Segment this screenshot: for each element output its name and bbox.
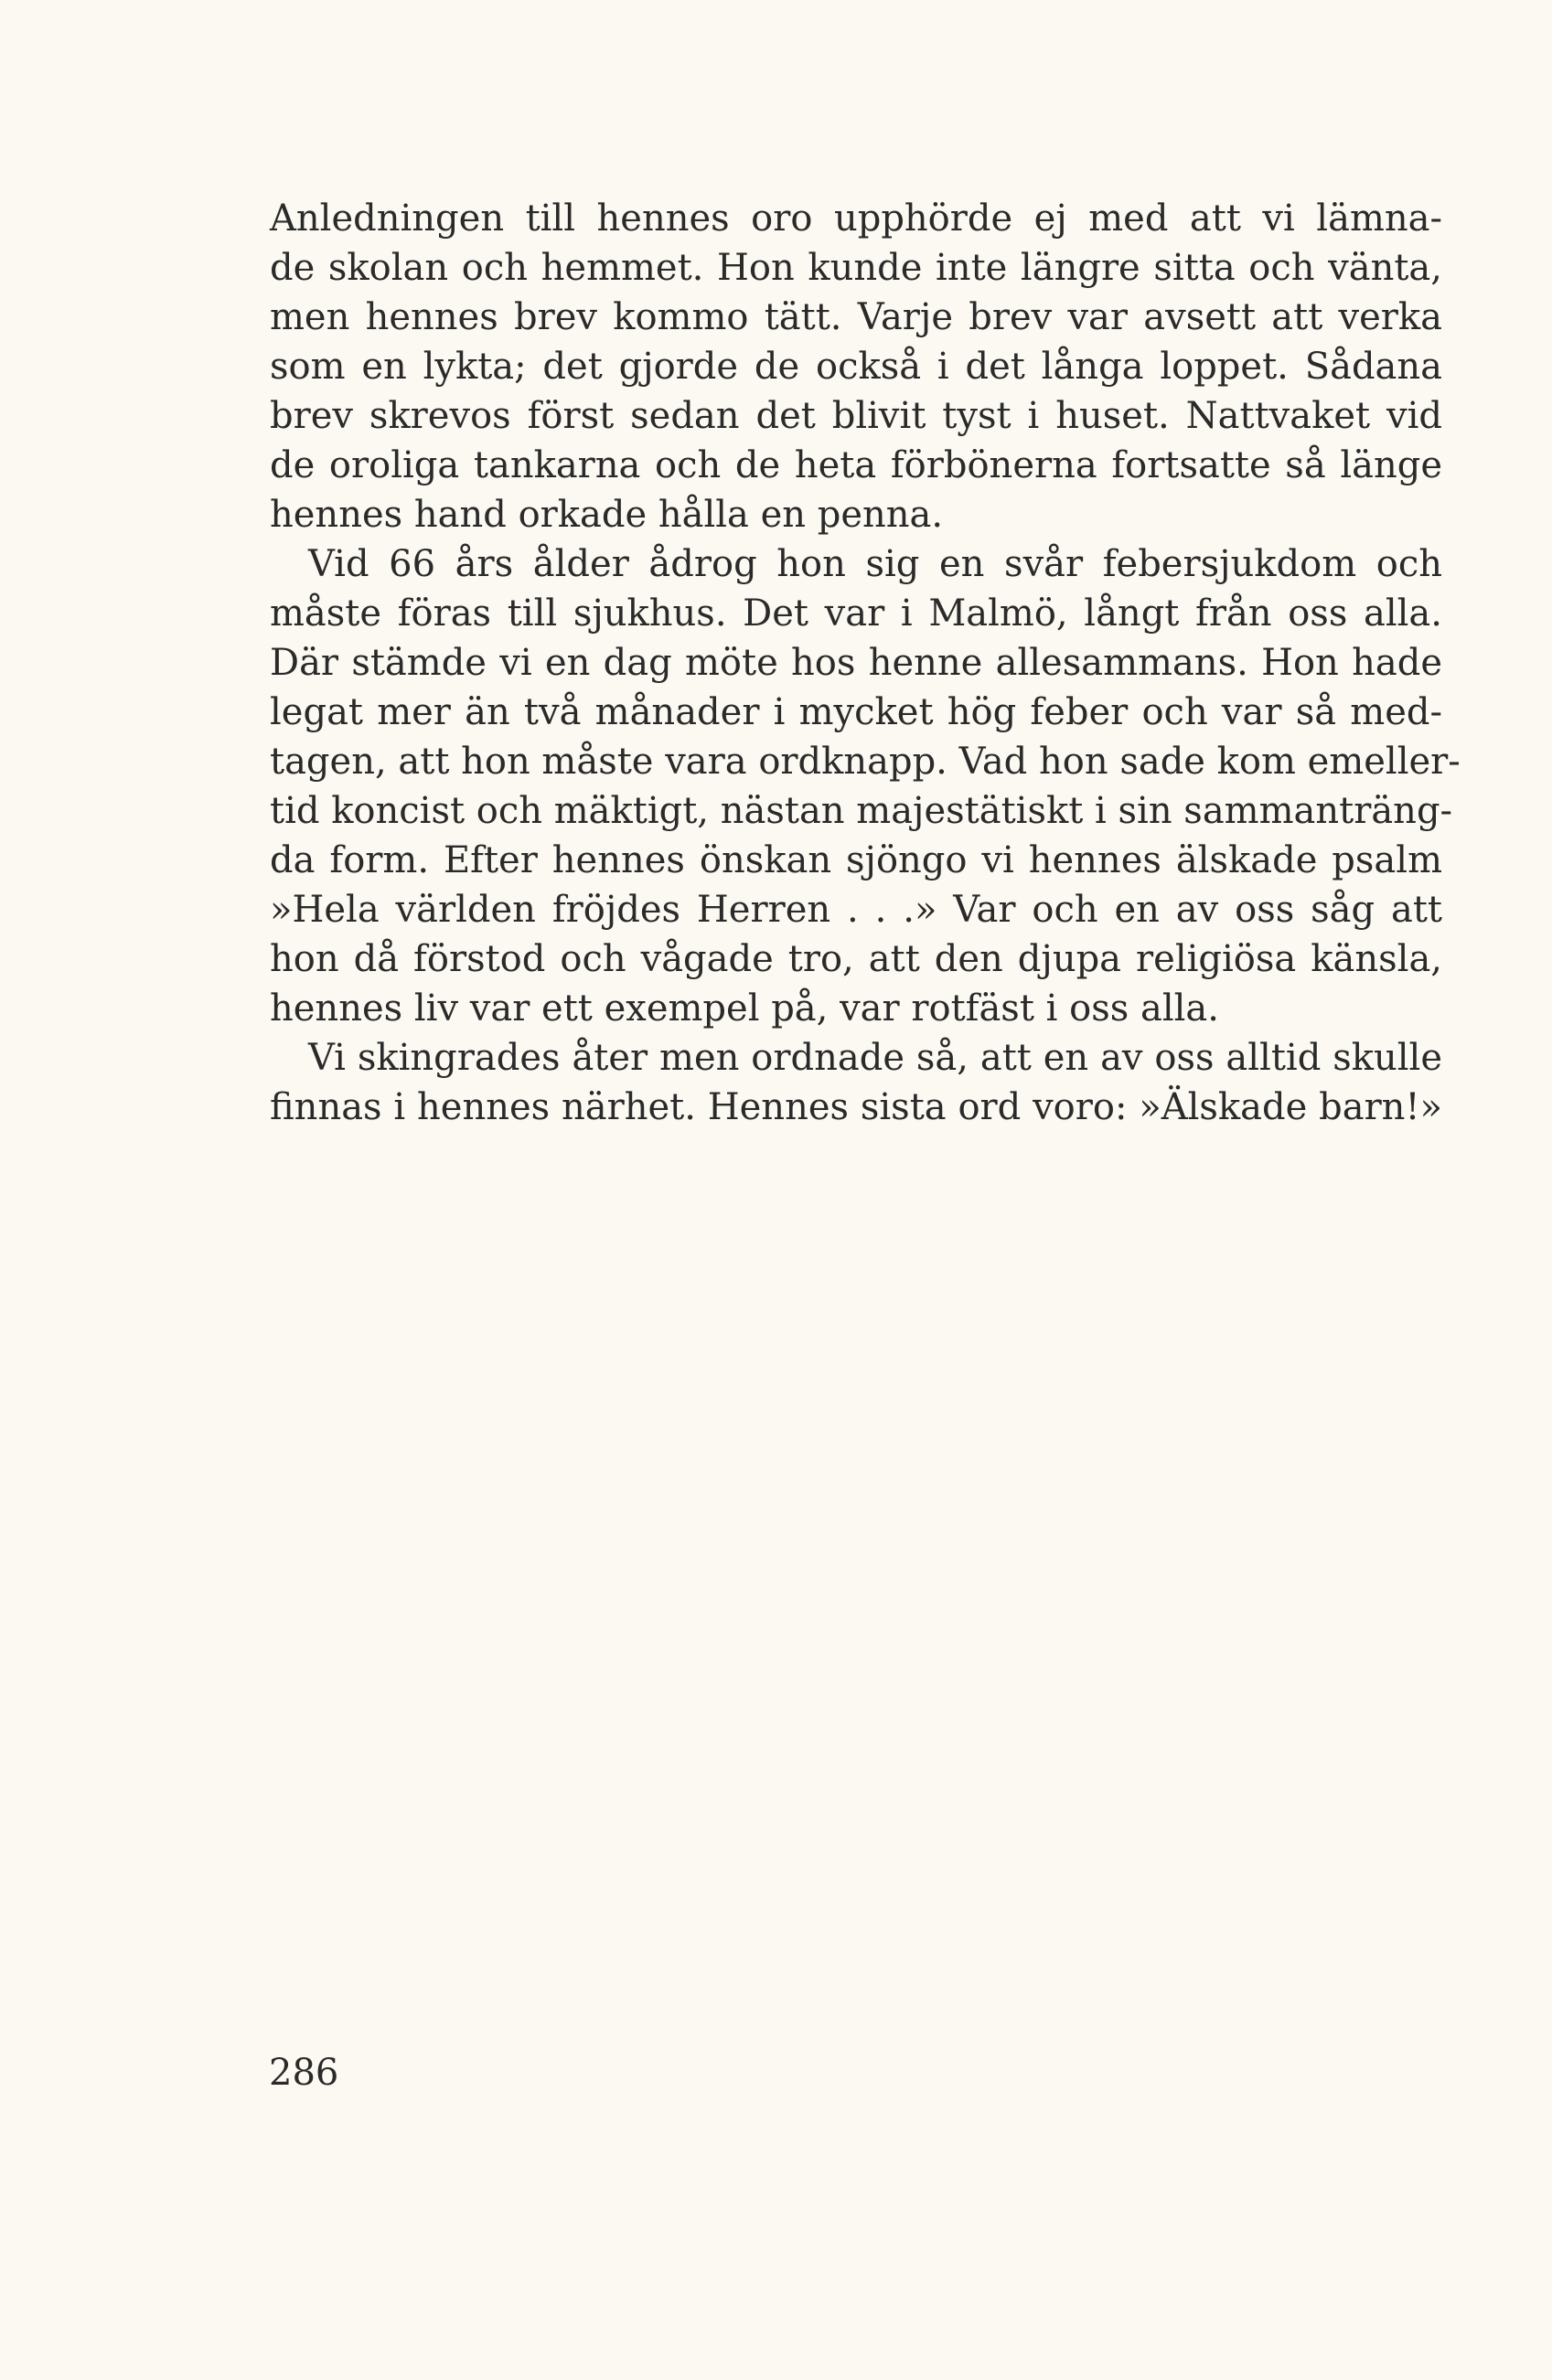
page-number: 286 (269, 2052, 339, 2094)
paragraph-2 (270, 539, 1461, 1033)
text-line: som en lykta; det gjorde de också i det långa loppet. Sådana (270, 346, 1442, 388)
text-line: hon då förstod och vågade tro, att den djupa religiösa känsla, (270, 938, 1442, 980)
text-line: finnas i hennes närhet. Hennes sista ord voro: »Älskade barn!» (270, 1086, 1442, 1128)
paragraph-3 (270, 1033, 1442, 1132)
text-line: »Hela världen fröjdes Herren . . .» Var och en av oss såg att (270, 889, 1442, 931)
text-line: Anledningen till hennes oro upphörde ej med att vi lämna- (270, 197, 1442, 240)
text-line: legat mer än två månader i mycket hög feber och var så med- (270, 691, 1442, 733)
text-line: brev skrevos först sedan det blivit tyst i huset. Nattvaket vid (270, 395, 1442, 437)
text-line: tid koncist och mäktigt, nästan majestätiskt i sin sammanträng- (270, 790, 1453, 832)
text-line: Där stämde vi en dag möte hos henne allesammans. Hon hade (270, 642, 1442, 684)
paragraph-1 (270, 194, 1442, 539)
text-line: tagen, att hon måste vara ordknapp. Vad hon sade kom emeller- (270, 741, 1461, 783)
text-line: hennes hand orkade hålla en penna. (270, 494, 944, 536)
text-line: Vid 66 års ålder ådrog hon sig en svår febersjukdom och (308, 543, 1442, 585)
text-line: Vi skingrades åter men ordnade så, att en av oss alltid skulle (308, 1037, 1442, 1079)
text-line: hennes liv var ett exempel på, var rotfäst i oss alla. (270, 987, 1219, 1030)
body-text (270, 194, 1461, 1132)
text-line: de oroliga tankarna och de heta förbönerna fortsatte så länge (270, 444, 1442, 486)
text-line: måste föras till sjukhus. Det var i Malmö, långt från oss alla. (270, 592, 1442, 635)
text-line: men hennes brev kommo tätt. Varje brev var avsett att verka (270, 296, 1442, 338)
text-line: da form. Efter hennes önskan sjöngo vi hennes älskade psalm (270, 839, 1442, 881)
text-line: de skolan och hemmet. Hon kunde inte längre sitta och vänta, (270, 247, 1442, 289)
